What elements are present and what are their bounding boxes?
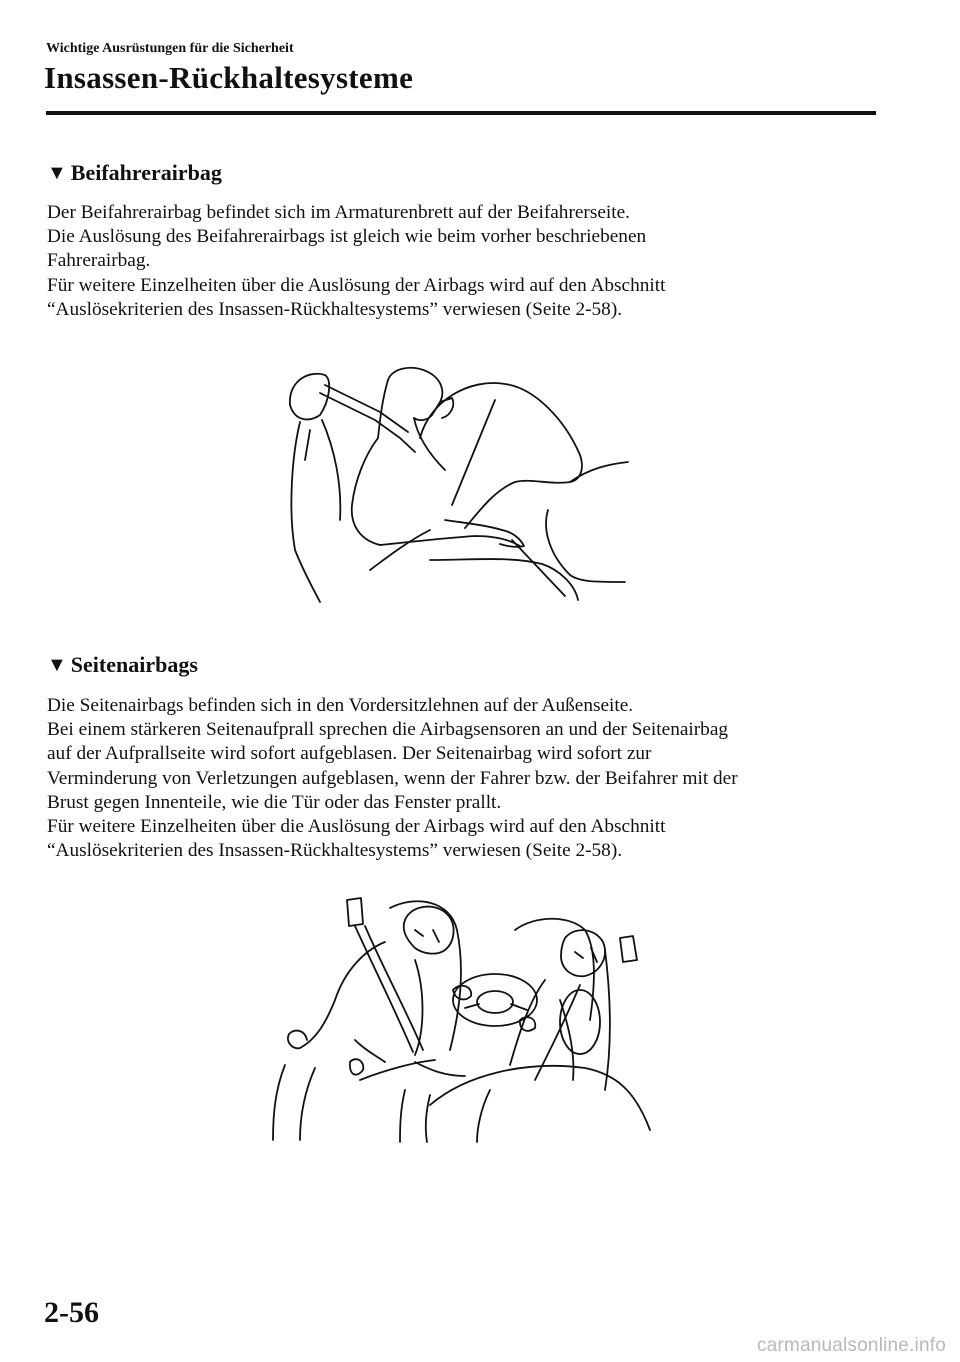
- section-heading-passenger-airbag: [47, 160, 222, 186]
- body-line: “Auslösekriterien des Insassen-Rückhaltesystems” verwiesen (Seite 2-58).: [47, 840, 623, 862]
- page-number: 2-56: [44, 1296, 99, 1329]
- body-line: Die Seitenairbags befinden sich in den Vordersitzlehnen auf der Außenseite.: [47, 695, 634, 716]
- body-line: Bei einem stärkeren Seitenaufprall sprechen die Airbagsensoren an und der Seitenairbag: [47, 719, 729, 741]
- section-heading-label: Beifahrerairbag: [70, 160, 222, 185]
- body-line: Verminderung von Verletzungen aufgeblasen, wenn der Fahrer bzw. der Beifahrer mit der: [47, 767, 738, 789]
- down-triangle-icon: ▼: [47, 162, 67, 184]
- down-triangle-icon: ▼: [47, 654, 67, 676]
- body-line: Fahrerairbag.: [47, 250, 151, 272]
- body-line: Für weitere Einzelheiten über die Auslösung der Airbags wird auf den Abschnitt: [47, 816, 666, 838]
- page-title: Insassen-Rückhaltesysteme: [44, 60, 414, 95]
- body-line: “Auslösekriterien des Insassen-Rückhaltesystems” verwiesen (Seite 2-58).: [47, 298, 623, 320]
- chapter-kicker: Wichtige Ausrüstungen für die Sicherheit: [46, 41, 294, 56]
- section-heading-label: Seitenairbags: [70, 652, 198, 677]
- title-rule: [46, 111, 876, 115]
- passenger-airbag-illustration: [280, 360, 640, 610]
- watermark[interactable]: carmanualsonline.info: [756, 1335, 946, 1356]
- body-line: auf der Aufprallseite wird sofort aufgeblasen. Der Seitenairbag wird sofort zur: [47, 743, 652, 765]
- section-body-side-airbags: [47, 694, 877, 863]
- body-line: Die Auslösung des Beifahrerairbags ist gleich wie beim vorher beschriebenen: [47, 226, 647, 248]
- section-body-passenger-airbag: [47, 201, 877, 322]
- body-line: Der Beifahrerairbag befindet sich im Armaturenbrett auf der Beifahrerseite.: [47, 202, 630, 223]
- body-line: Brust gegen Innenteile, wie die Tür oder das Fenster prallt.: [47, 791, 502, 813]
- section-heading-side-airbags: [47, 652, 198, 678]
- side-airbags-illustration: [265, 890, 665, 1145]
- body-line: Für weitere Einzelheiten über die Auslösung der Airbags wird auf den Abschnitt: [47, 274, 666, 296]
